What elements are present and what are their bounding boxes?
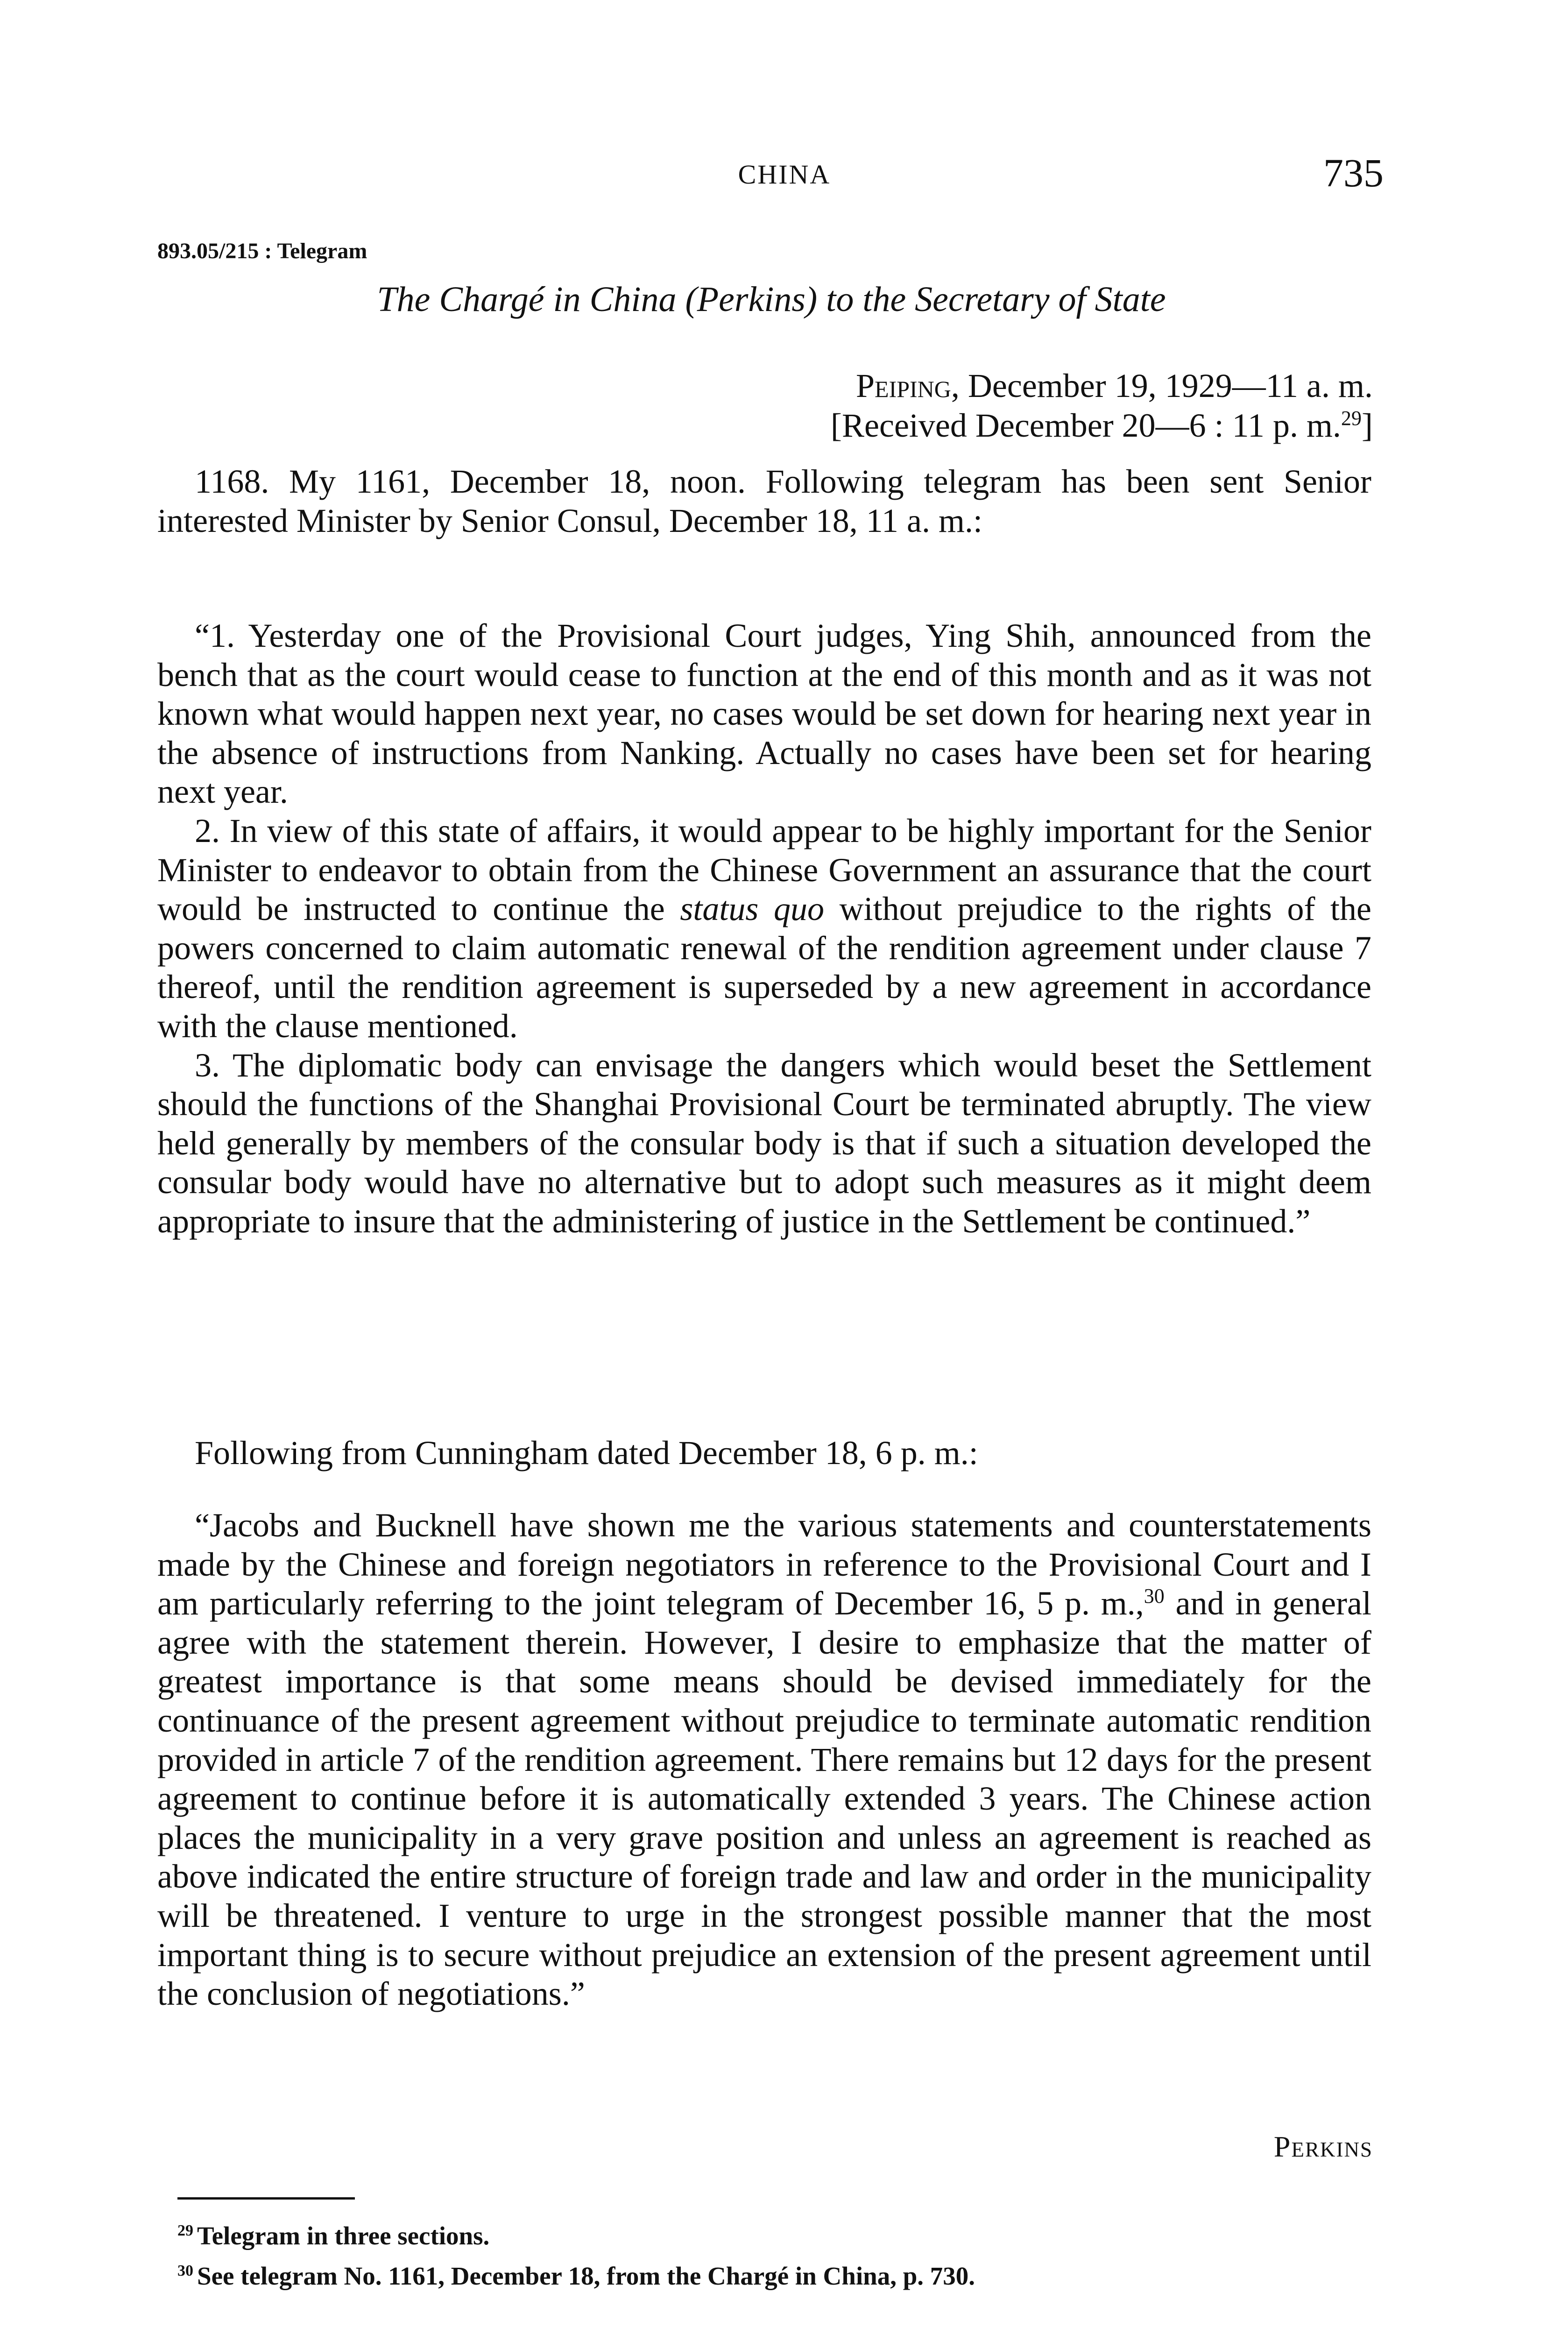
file-reference: 893.05/215 : Telegram	[157, 239, 367, 263]
quoted-telegram-2	[157, 1506, 1371, 2014]
dateline-place: Peiping	[855, 367, 951, 404]
footnotes	[177, 2216, 1391, 2296]
quote1-paragraph-2	[157, 812, 1371, 1046]
dateline-date: , December 19, 1929—11 a. m.	[951, 367, 1373, 404]
quote1-p2-after: without prejudice to the rights of the powers concerned to claim automatic renewal of the rendition agreement under clause 7 thereof, until the rendition agreement is superseded by a new agreement in accordance with the clause mentioned.	[157, 890, 1372, 1045]
quote1-p2-italic: status quo	[680, 890, 825, 928]
footnote-29-mark: 29	[177, 2222, 193, 2239]
footnote-30-text: See telegram No. 1161, December 18, from the Chargé in China, p. 730.	[197, 2262, 975, 2290]
opening-text: 1168. My 1161, December 18, noon. Following telegram has been sent Senior interested Minister by Senior Consul, December 18, 11 a. m.:	[157, 463, 1371, 539]
footnote-29-text: Telegram in three sections.	[197, 2222, 490, 2250]
running-head: CHINA	[738, 159, 831, 190]
footnote-divider	[177, 2197, 355, 2200]
page-number: 735	[1323, 150, 1384, 195]
footnote-30-mark: 30	[177, 2262, 193, 2279]
quote1-paragraph-3: 3. The diplomatic body can envisage the dangers which would beset the Settlement should the functions of the Shanghai Provisional Court be terminated abruptly. The view held generally by members of the consular body is that if such a situation developed the consular body would have no alternative but to adopt such measures as it might deem appropriate to insure that the administering of justice in the Settlement be continued.”	[157, 1046, 1371, 1240]
footnote-ref-29: 29	[1341, 407, 1362, 430]
footnote-30	[177, 2256, 1391, 2296]
quote2-paragraph	[157, 1506, 1371, 2014]
following-line: Following from Cunningham dated December 18, 6 p. m.:	[195, 1434, 978, 1472]
quoted-telegram-1	[157, 616, 1371, 1241]
dateline	[856, 367, 1373, 405]
received-line	[831, 406, 1373, 445]
footnote-ref-30: 30	[1144, 1585, 1165, 1608]
received-close: ]	[1362, 407, 1373, 444]
footnote-29	[177, 2216, 1391, 2256]
following-line-block	[157, 1434, 1371, 1473]
opening-paragraph	[157, 462, 1371, 540]
signature: Perkins	[1273, 2130, 1373, 2163]
quote2-before: “Jacobs and Bucknell have shown me the various statements and counterstatements made by the Chinese and foreign negotiators in reference to the Provisional Court and I am particularly referring to the joint telegram of December 16, 5 p. m.,	[157, 1507, 1371, 1622]
document-title: The Chargé in China (Perkins) to the Secretary of State	[377, 280, 1166, 319]
quote2-after: and in general agree with the statement therein. However, I desire to emphasize that the matter of greatest importance is that some means should be devised immediately for the continuance of the present agreement without prejudice to terminate automatic rendition provided in article 7 of the rendition agreement. There remains but 12 days for the present agreement to continue before it is automatically extended 3 years. The Chinese action places the municipality in a very grave position and unless an agreement is reached as above indicated the entire structure of foreign trade and law and order in the municipality will be threatened. I venture to urge in the strongest possible manner that the most important thing is to secure without prejudice an extension of the present agreement until the conclusion of negotiations.”	[157, 1585, 1371, 2013]
quote1-p2-before: 2. In view of this state of affairs, it would appear to be highly important for the Senior Minister to endeavor to obtain from the Chinese Government an assurance that the court would be instructed to continue the	[157, 812, 1371, 928]
received-text: [Received December 20—6 : 11 p. m.	[831, 407, 1342, 444]
quote1-paragraph-1: “1. Yesterday one of the Provisional Court judges, Ying Shih, announced from the bench that as the court would cease to function at the end of this month and as it was not known what would happen next year, no cases would be set down for hearing next year in the absence of instructions from Nanking. Actually no cases have been set for hearing next year.	[157, 617, 1371, 811]
